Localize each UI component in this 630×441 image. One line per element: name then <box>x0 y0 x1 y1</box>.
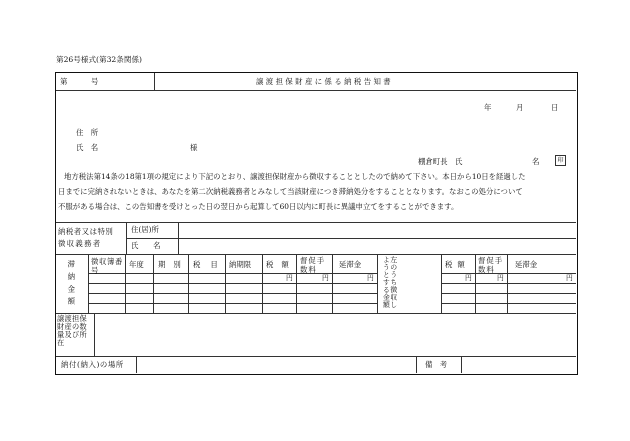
body-text-line-1: 地方税法第14条の18第1項の規定により下記のとおり、譲渡担保財産から徴収することとしたので納めて下さい。本日から10日を経過した <box>64 172 526 181</box>
taxpayer-label-2: 徴収義務者 <box>58 239 102 248</box>
taxpayer-address-label: 住(居)所 <box>131 225 159 234</box>
collect-col-tax-amount: 税額 <box>445 260 470 269</box>
divider <box>125 254 126 313</box>
body-text-line-3: 不服がある場合は、この告知書を受けとった日の翌日から起算して60日以内に町長に異議申立てをすることができます。 <box>58 202 459 211</box>
divider <box>441 293 576 294</box>
collect-col-dunning-fee: 督促手数料 <box>478 256 504 275</box>
divider <box>88 293 377 294</box>
arrears-col-due-date: 納期限 <box>229 260 252 269</box>
yen-unit: 円 <box>322 274 329 282</box>
divider <box>178 222 179 254</box>
divider <box>94 313 95 356</box>
taxpayer-label-1: 納税者又は特別 <box>58 227 114 236</box>
property-label: 譲渡担保財産の数量及び所在 <box>57 314 87 347</box>
divider <box>154 73 155 90</box>
divider <box>56 356 576 357</box>
notice-title: 譲渡担保財産に係る納税告知書 <box>256 77 394 86</box>
divider <box>377 254 378 313</box>
divider <box>507 254 508 313</box>
seal-mark: 印 <box>555 155 566 166</box>
divider <box>88 283 377 284</box>
divider <box>88 303 377 304</box>
divider <box>136 356 137 373</box>
yen-unit: 円 <box>566 274 573 282</box>
yen-unit: 円 <box>497 274 504 282</box>
arrears-col-tax-amount: 税額 <box>266 260 297 269</box>
divider <box>441 303 576 304</box>
name-label: 氏 名 <box>76 143 99 152</box>
divider <box>126 238 576 239</box>
yen-unit: 円 <box>286 274 293 282</box>
honorific: 様 <box>190 143 198 152</box>
arrears-col-late-fee: 延滞金 <box>339 260 362 269</box>
form-number: 第26号様式(第32条関係) <box>56 55 142 64</box>
divider <box>88 273 377 274</box>
taxpayer-name-label: 氏 名 <box>131 241 161 250</box>
divider <box>475 254 476 313</box>
payment-place-label: 納付(納入)の場所 <box>61 360 124 369</box>
arrears-col-period: 期別 <box>158 260 189 269</box>
body-text-line-2: 日までに完納されないときは、あなたを第二次納税義務者とみなして当該財産につき滞納処分をすることとなります。なおこの処分について <box>58 187 523 196</box>
remarks-label: 備 考 <box>425 360 448 369</box>
number-suffix: 号 <box>91 77 99 86</box>
collect-section-label: 左のうち徴収しようとする金額 <box>382 256 398 309</box>
divider <box>332 254 333 313</box>
yen-unit: 円 <box>367 274 374 282</box>
date-month: 月 <box>516 103 524 112</box>
divider <box>461 356 462 373</box>
divider <box>56 254 576 255</box>
divider <box>262 254 263 313</box>
date-year: 年 <box>484 103 492 112</box>
arrears-col-receipt-no: 徴収簿番号 <box>91 257 123 276</box>
divider <box>153 254 154 313</box>
address-label: 住 所 <box>76 128 99 137</box>
divider <box>416 356 417 373</box>
number-label: 第 <box>60 77 68 86</box>
issuer-name-suffix: 名 <box>532 157 540 166</box>
divider <box>56 313 576 314</box>
divider <box>126 222 127 254</box>
arrears-section-label: 滞納金額 <box>66 260 76 310</box>
divider <box>441 254 442 313</box>
divider <box>56 90 576 91</box>
divider <box>56 222 576 223</box>
issuer-mayor: 棚倉町長 氏 <box>418 157 463 166</box>
arrears-col-dunning-fee: 督促手数料 <box>300 256 326 275</box>
form-frame <box>55 72 578 375</box>
arrears-col-fiscal-year: 年度 <box>129 260 144 269</box>
yen-unit: 円 <box>465 274 472 282</box>
arrears-col-tax-item: 税目 <box>193 260 228 269</box>
collect-col-late-fee: 延滞金 <box>515 260 538 269</box>
divider <box>441 273 576 274</box>
date-day: 日 <box>551 103 559 112</box>
divider <box>88 254 89 313</box>
divider <box>441 283 576 284</box>
